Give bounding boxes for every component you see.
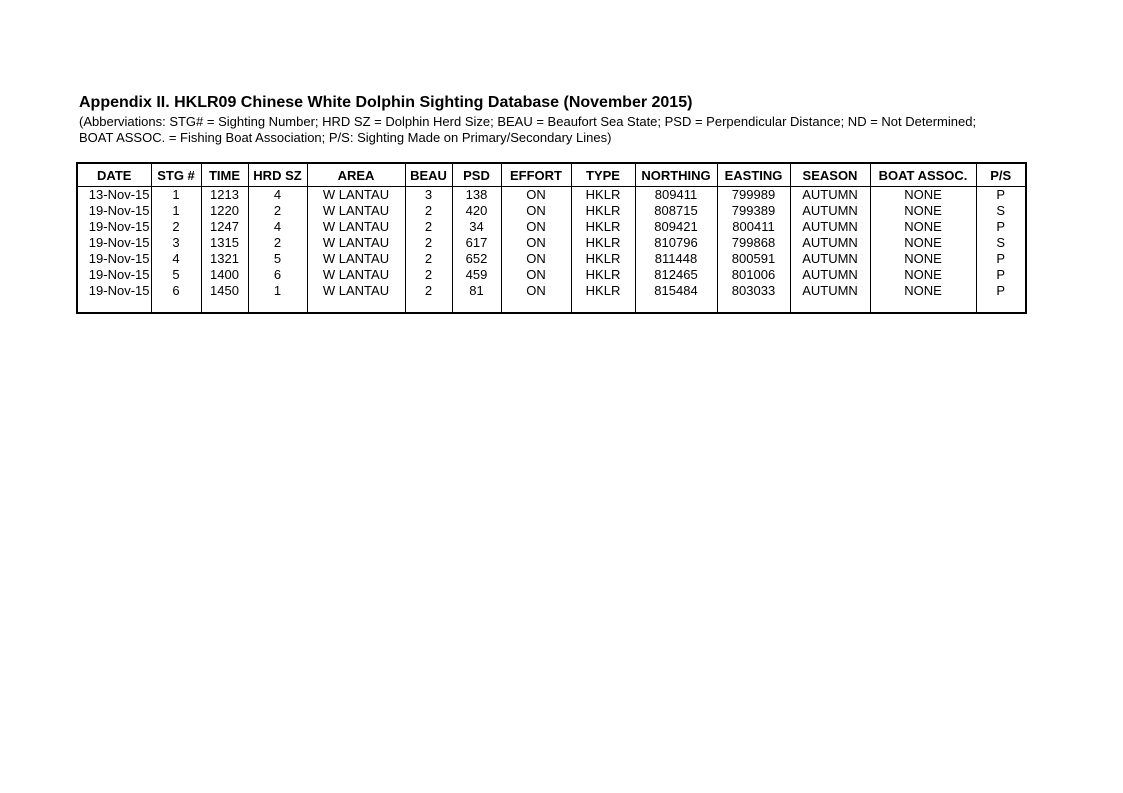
cell-hrd-sz: 4 <box>248 187 307 204</box>
filler-cell <box>501 299 571 312</box>
cell-stg: 4 <box>151 251 201 267</box>
cell-boat-assoc: NONE <box>870 187 976 204</box>
cell-season: AUTUMN <box>790 251 870 267</box>
table-row <box>78 235 1025 251</box>
filler-cell <box>571 299 635 312</box>
cell-hrd-sz: 1 <box>248 283 307 299</box>
cell-effort: ON <box>501 251 571 267</box>
cell-season: AUTUMN <box>790 283 870 299</box>
document-title: Appendix II. HKLR09 Chinese White Dolphin Sighting Database (November 2015) <box>79 94 693 111</box>
cell-effort: ON <box>501 267 571 283</box>
header-psd: PSD <box>452 164 501 187</box>
cell-type: HKLR <box>571 187 635 204</box>
cell-season: AUTUMN <box>790 235 870 251</box>
header-date: DATE <box>78 164 151 187</box>
table-row <box>78 219 1025 235</box>
cell-season: AUTUMN <box>790 187 870 204</box>
cell-type: HKLR <box>571 219 635 235</box>
abbreviations-line-1: (Abberviations: STG# = Sighting Number; HRD SZ = Dolphin Herd Size; BEAU = Beaufort Sea State; PSD = Perpendicular Distance; ND = Not Determined; <box>79 114 977 129</box>
cell-stg: 5 <box>151 267 201 283</box>
header-stg: STG # <box>151 164 201 187</box>
cell-season: AUTUMN <box>790 203 870 219</box>
cell-area: W LANTAU <box>307 203 405 219</box>
cell-boat-assoc: NONE <box>870 203 976 219</box>
header-northing: NORTHING <box>635 164 717 187</box>
filler-cell <box>405 299 452 312</box>
cell-season: AUTUMN <box>790 267 870 283</box>
cell-northing: 815484 <box>635 283 717 299</box>
filler-cell <box>790 299 870 312</box>
cell-northing: 810796 <box>635 235 717 251</box>
cell-type: HKLR <box>571 283 635 299</box>
cell-stg: 2 <box>151 219 201 235</box>
cell-beau: 2 <box>405 203 452 219</box>
cell-beau: 2 <box>405 283 452 299</box>
cell-area: W LANTAU <box>307 235 405 251</box>
cell-area: W LANTAU <box>307 251 405 267</box>
header-time: TIME <box>201 164 248 187</box>
cell-time: 1400 <box>201 267 248 283</box>
header-boat-assoc: BOAT ASSOC. <box>870 164 976 187</box>
cell-stg: 3 <box>151 235 201 251</box>
cell-area: W LANTAU <box>307 283 405 299</box>
cell-northing: 808715 <box>635 203 717 219</box>
cell-time: 1450 <box>201 283 248 299</box>
filler-cell <box>452 299 501 312</box>
cell-date: 19-Nov-15 <box>88 219 150 234</box>
cell-area: W LANTAU <box>307 187 405 204</box>
filler-cell <box>870 299 976 312</box>
header-area: AREA <box>307 164 405 187</box>
cell-hrd-sz: 6 <box>248 267 307 283</box>
sighting-table-frame <box>76 162 1027 314</box>
table-row <box>78 187 1025 204</box>
header-easting: EASTING <box>717 164 790 187</box>
cell-easting: 803033 <box>717 283 790 299</box>
cell-ps: S <box>976 203 1025 219</box>
cell-area: W LANTAU <box>307 267 405 283</box>
filler-cell <box>635 299 717 312</box>
cell-psd: 459 <box>452 267 501 283</box>
cell-date: 13-Nov-15 <box>88 187 150 202</box>
cell-psd: 138 <box>452 187 501 204</box>
cell-northing: 812465 <box>635 267 717 283</box>
cell-stg: 1 <box>151 187 201 204</box>
cell-beau: 2 <box>405 251 452 267</box>
cell-beau: 2 <box>405 219 452 235</box>
header-beau: BEAU <box>405 164 452 187</box>
cell-date: 19-Nov-15 <box>88 283 150 298</box>
cell-ps: P <box>976 283 1025 299</box>
table-row <box>78 267 1025 283</box>
header-ps: P/S <box>976 164 1025 187</box>
cell-date: 19-Nov-15 <box>88 235 150 250</box>
cell-stg: 1 <box>151 203 201 219</box>
table-row <box>78 203 1025 219</box>
table-body <box>78 187 1025 313</box>
filler-cell <box>717 299 790 312</box>
cell-psd: 617 <box>452 235 501 251</box>
filler-cell <box>248 299 307 312</box>
cell-easting: 799868 <box>717 235 790 251</box>
cell-type: HKLR <box>571 267 635 283</box>
cell-hrd-sz: 5 <box>248 251 307 267</box>
cell-ps: P <box>976 219 1025 235</box>
cell-time: 1247 <box>201 219 248 235</box>
table-row <box>78 251 1025 267</box>
cell-easting: 800411 <box>717 219 790 235</box>
filler-cell <box>78 299 151 312</box>
cell-ps: P <box>976 267 1025 283</box>
cell-effort: ON <box>501 219 571 235</box>
cell-stg: 6 <box>151 283 201 299</box>
header-effort: EFFORT <box>501 164 571 187</box>
header-type: TYPE <box>571 164 635 187</box>
cell-time: 1220 <box>201 203 248 219</box>
cell-northing: 811448 <box>635 251 717 267</box>
cell-date: 19-Nov-15 <box>88 251 150 266</box>
cell-psd: 652 <box>452 251 501 267</box>
cell-effort: ON <box>501 187 571 204</box>
header-season: SEASON <box>790 164 870 187</box>
cell-ps: S <box>976 235 1025 251</box>
cell-season: AUTUMN <box>790 219 870 235</box>
cell-psd: 81 <box>452 283 501 299</box>
cell-date: 19-Nov-15 <box>88 267 150 282</box>
header-hrd-sz: HRD SZ <box>248 164 307 187</box>
cell-effort: ON <box>501 203 571 219</box>
cell-easting: 800591 <box>717 251 790 267</box>
cell-northing: 809421 <box>635 219 717 235</box>
cell-beau: 2 <box>405 267 452 283</box>
filler-cell <box>201 299 248 312</box>
cell-easting: 799989 <box>717 187 790 204</box>
cell-psd: 420 <box>452 203 501 219</box>
cell-hrd-sz: 2 <box>248 235 307 251</box>
cell-time: 1321 <box>201 251 248 267</box>
cell-area: W LANTAU <box>307 219 405 235</box>
cell-beau: 2 <box>405 235 452 251</box>
abbreviations-line-2: BOAT ASSOC. = Fishing Boat Association; P/S: Sighting Made on Primary/Secondary Lines) <box>79 130 612 145</box>
cell-ps: P <box>976 251 1025 267</box>
cell-boat-assoc: NONE <box>870 251 976 267</box>
cell-easting: 799389 <box>717 203 790 219</box>
cell-type: HKLR <box>571 235 635 251</box>
cell-type: HKLR <box>571 251 635 267</box>
table-row <box>78 283 1025 299</box>
cell-date: 19-Nov-15 <box>88 203 150 218</box>
cell-time: 1213 <box>201 187 248 204</box>
cell-hrd-sz: 4 <box>248 219 307 235</box>
cell-type: HKLR <box>571 203 635 219</box>
cell-boat-assoc: NONE <box>870 235 976 251</box>
cell-effort: ON <box>501 235 571 251</box>
table-filler-row <box>78 299 1025 312</box>
cell-ps: P <box>976 187 1025 204</box>
cell-effort: ON <box>501 283 571 299</box>
cell-easting: 801006 <box>717 267 790 283</box>
sighting-table <box>78 164 1025 312</box>
cell-boat-assoc: NONE <box>870 283 976 299</box>
filler-cell <box>976 299 1025 312</box>
table-header-row <box>78 164 1025 187</box>
cell-beau: 3 <box>405 187 452 204</box>
filler-cell <box>151 299 201 312</box>
cell-psd: 34 <box>452 219 501 235</box>
cell-boat-assoc: NONE <box>870 267 976 283</box>
cell-northing: 809411 <box>635 187 717 204</box>
cell-boat-assoc: NONE <box>870 219 976 235</box>
filler-cell <box>307 299 405 312</box>
cell-hrd-sz: 2 <box>248 203 307 219</box>
cell-time: 1315 <box>201 235 248 251</box>
